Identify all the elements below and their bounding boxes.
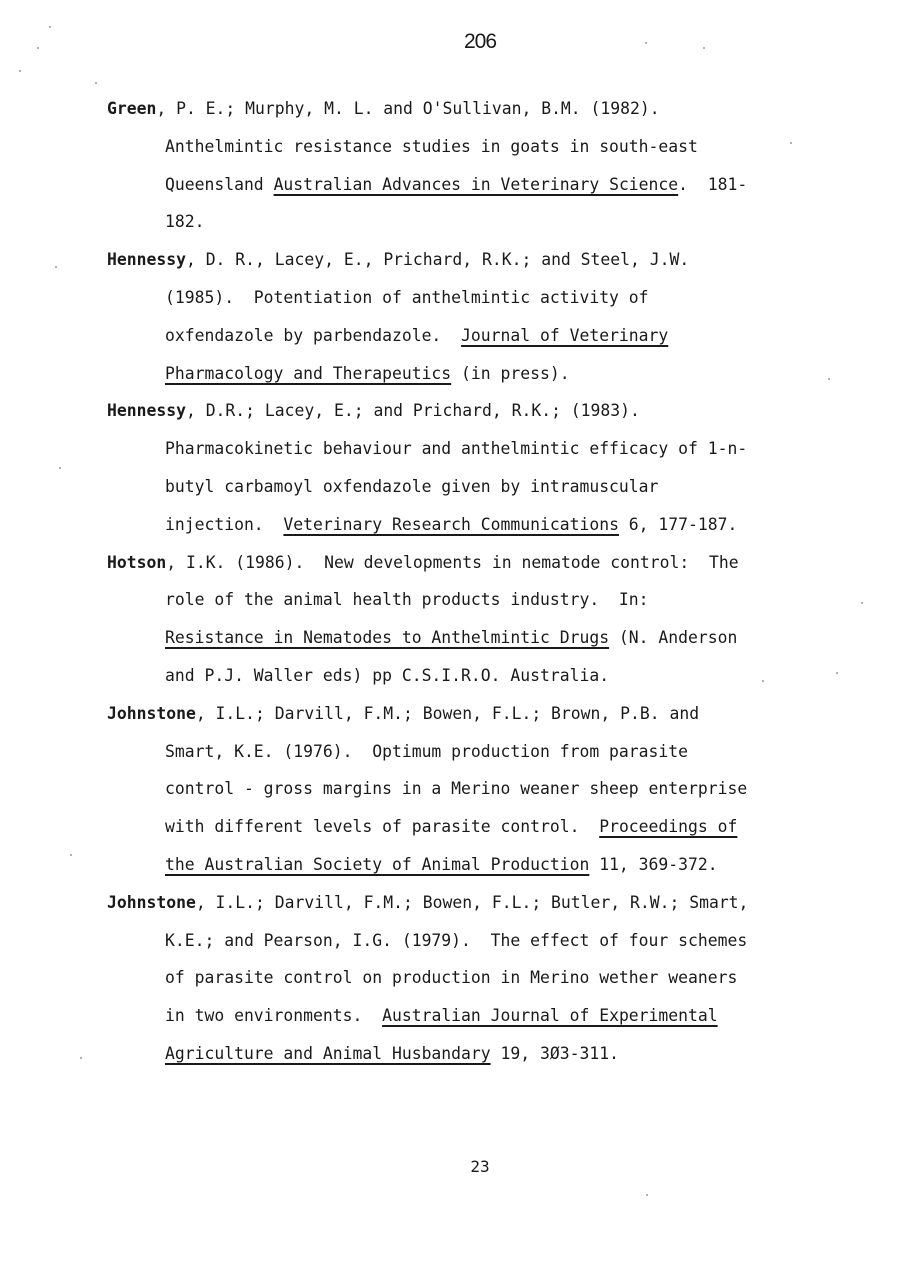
reference-continuation-line bbox=[107, 321, 867, 359]
reference-text: 6, 177-187. bbox=[618, 514, 738, 534]
reference-source-title: Veterinary Research Communications bbox=[283, 514, 619, 534]
reference-continuation-line bbox=[107, 812, 867, 850]
scan-speck bbox=[49, 26, 51, 28]
reference-text: (1985). Potentiation of anthelmintic activity of bbox=[165, 287, 649, 307]
reference-text: , D. R., Lacey, E., Prichard, R.K.; and Steel, J.W. bbox=[185, 250, 690, 270]
reference-first-line bbox=[107, 245, 867, 283]
reference-text: Queensland bbox=[165, 174, 274, 194]
reference-continuation-line bbox=[107, 434, 867, 472]
reference-text: Anthelmintic resistance studies in goats in south-east bbox=[165, 136, 698, 156]
reference-text: with different levels of parasite control. bbox=[165, 817, 600, 837]
reference-continuation-line bbox=[107, 737, 867, 775]
reference-entry bbox=[107, 699, 867, 888]
reference-author: Hennessy bbox=[107, 250, 186, 270]
scan-speck bbox=[646, 1194, 648, 1196]
reference-first-line bbox=[107, 94, 867, 132]
scan-speck bbox=[19, 70, 21, 72]
reference-text: in two environments. bbox=[165, 1006, 383, 1026]
reference-continuation-line bbox=[107, 207, 867, 245]
reference-text: 11, 369-372. bbox=[589, 854, 718, 874]
scan-speck bbox=[645, 42, 647, 44]
reference-source-title: Agriculture and Animal Husbandary bbox=[165, 1043, 491, 1063]
reference-text: injection. bbox=[165, 514, 284, 534]
scan-speck bbox=[790, 142, 792, 144]
reference-text: Smart, K.E. (1976). Optimum production from parasite bbox=[165, 741, 689, 761]
reference-author: Johnstone bbox=[107, 703, 196, 723]
reference-text: , D.R.; Lacey, E.; and Prichard, R.K.; (1983). bbox=[185, 401, 640, 421]
reference-text: control - gross margins in a Merino weaner sheep enterprise bbox=[165, 779, 748, 799]
reference-entry bbox=[107, 245, 867, 396]
page-number-bottom: 23 bbox=[470, 1157, 490, 1176]
reference-continuation-line bbox=[107, 661, 867, 699]
reference-text: , I.K. (1986). New developments in nematode control: The bbox=[166, 552, 739, 572]
scan-speck bbox=[37, 47, 39, 49]
reference-author: Green bbox=[107, 99, 157, 118]
scan-speck bbox=[59, 467, 61, 469]
reference-text: , I.L.; Darvill, F.M.; Bowen, F.L.; Brown, P.B. and bbox=[195, 703, 700, 723]
reference-continuation-line bbox=[107, 1001, 867, 1039]
reference-text: . 181- bbox=[678, 174, 748, 194]
reference-first-line bbox=[107, 888, 867, 926]
reference-text: , I.L.; Darvill, F.M.; Bowen, F.L.; Butler, R.W.; Smart, bbox=[195, 892, 749, 912]
reference-author: Hennessy bbox=[107, 401, 186, 421]
reference-first-line bbox=[107, 548, 867, 586]
reference-source-title: Journal of Veterinary bbox=[461, 325, 669, 345]
reference-entry bbox=[107, 396, 867, 547]
scan-speck bbox=[70, 854, 72, 856]
reference-text: , P. E.; Murphy, M. L. and O'Sullivan, B.M. (1982). bbox=[156, 99, 660, 118]
scan-speck bbox=[828, 378, 830, 380]
reference-first-line bbox=[107, 699, 867, 737]
reference-continuation-line bbox=[107, 283, 867, 321]
reference-text: K.E.; and Pearson, I.G. (1979). The effect of four schemes bbox=[165, 930, 748, 950]
reference-continuation-line bbox=[107, 359, 867, 397]
reference-text: butyl carbamoyl oxfendazole given by intramuscular bbox=[165, 476, 659, 496]
reference-continuation-line bbox=[107, 132, 867, 170]
reference-continuation-line bbox=[107, 963, 867, 1001]
reference-text: and P.J. Waller eds) pp C.S.I.R.O. Australia. bbox=[165, 665, 610, 685]
reference-continuation-line bbox=[107, 510, 867, 548]
reference-text: (N. Anderson bbox=[609, 628, 738, 648]
scan-speck bbox=[762, 680, 764, 682]
reference-source-title: Pharmacology and Therapeutics bbox=[165, 363, 452, 383]
scan-speck bbox=[861, 602, 863, 604]
reference-author: Johnstone bbox=[107, 892, 196, 912]
reference-text: (in press). bbox=[451, 363, 570, 383]
scan-speck bbox=[95, 82, 97, 84]
scan-speck bbox=[80, 1057, 82, 1059]
reference-text: 19, 3Ø3-311. bbox=[490, 1043, 619, 1063]
page-number-top: 206 bbox=[463, 30, 497, 53]
reference-continuation-line bbox=[107, 926, 867, 964]
reference-continuation-line bbox=[107, 1039, 867, 1077]
reference-text: oxfendazole by parbendazole. bbox=[165, 325, 462, 345]
reference-source-title: Australian Advances in Veterinary Science bbox=[273, 174, 679, 194]
reference-source-title: Resistance in Nematodes to Anthelmintic Drugs bbox=[165, 628, 610, 648]
reference-continuation-line bbox=[107, 472, 867, 510]
reference-source-title: Australian Journal of Experimental bbox=[382, 1006, 718, 1026]
reference-continuation-line bbox=[107, 170, 867, 208]
reference-entry bbox=[107, 94, 867, 245]
reference-continuation-line bbox=[107, 623, 867, 661]
reference-entry bbox=[107, 888, 867, 1077]
reference-entry bbox=[107, 548, 867, 699]
reference-author: Hotson bbox=[107, 552, 167, 572]
reference-continuation-line bbox=[107, 774, 867, 812]
reference-source-title: Proceedings of bbox=[599, 817, 738, 837]
reference-text: role of the animal health products industry. In: bbox=[165, 590, 649, 610]
reference-text: Pharmacokinetic behaviour and anthelmintic efficacy of 1-n- bbox=[165, 439, 748, 459]
reference-text: 182. bbox=[165, 212, 205, 232]
scan-speck bbox=[836, 672, 838, 674]
reference-source-title: the Australian Society of Animal Production bbox=[165, 854, 590, 874]
reference-continuation-line bbox=[107, 850, 867, 888]
reference-first-line bbox=[107, 396, 867, 434]
reference-continuation-line bbox=[107, 585, 867, 623]
reference-list bbox=[107, 94, 867, 1077]
reference-text: of parasite control on production in Merino wether weaners bbox=[165, 968, 738, 988]
scan-speck bbox=[703, 47, 705, 49]
scan-speck bbox=[55, 266, 57, 268]
